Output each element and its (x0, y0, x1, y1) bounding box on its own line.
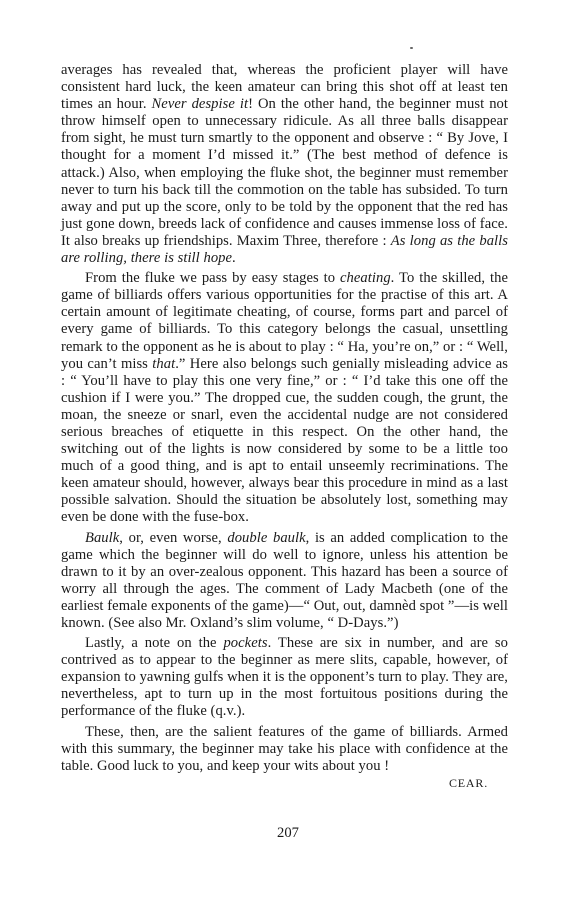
italic-text-run: Never despise it (151, 96, 249, 113)
italic-text-run: cheating (340, 270, 391, 287)
page-number: 207 (277, 825, 299, 841)
text-run: . To the skilled, the game of billiards offers various opportunities for the practise of this art. A certain amount of legitimate cheating, of course, forms part and parcel of every game of billiards. To this category belongs the casual, unsettling remark to the opponent as he is about to play : “ Ha, you’re on,” or : “ Well, you can’t miss (61, 270, 508, 372)
text-run: . These are six in number, and are so contrived as to appear to the beginner as mere slits, capable, however, of expansion to yawning gulfs when it is the opponent’s turn to play. They are, nevertheless, apt to turn up in the most fortuitous positions during the performance of the fluke (q.v.). (61, 635, 508, 720)
italic-text-run: pockets (223, 635, 268, 652)
text-run: .” Here also belongs such genially misleading advice as : “ You’ll have to play this one very fine,” or : “ I’d take this one off the cushion if I were you.” The dropped cue, the sudden cough, the grunt, the moan, the sneeze or snarl, even the accidental nudge are not considered serious breaches of etiquette in this respect. On the other hand, the switching out of the lights is now considered by some to be a little too much of a good thing, and is apt to entail unseemly recriminations. The keen amateur should, however, always bear this procedure in mind as a last possible salvation. Should the situation be absolutely lost, something may even be done with the fuse-box. (61, 355, 508, 526)
paragraph-fluke-continuation (61, 62, 508, 267)
page-body (61, 62, 508, 791)
italic-text-run: double baulk (227, 529, 306, 546)
text-run: Lastly, a note on the (85, 635, 224, 652)
paragraph-pockets (61, 635, 508, 720)
text-run: , is an added complication to the game which the beginner will do well to ignore, unless his attention be drawn to it by an over-zealous opponent. This hazard has been a source of worry all through the ages. The comment of Lady Macbeth (one of the earliest female exponents of the game)—“ Out, out, damnèd spot ”—is well known. (See also Mr. Oxland’s slim volume, “ D-Days.”) (61, 529, 508, 631)
italic-text-run: As long as the balls are rolling, there is still hope (61, 232, 508, 267)
text-run: From the fluke we pass by easy stages to (85, 270, 341, 287)
author-signature: CEAR. (448, 775, 488, 790)
italic-text-run: that (152, 355, 176, 372)
print-speck (410, 47, 413, 49)
paragraph-baulk (61, 530, 508, 633)
paragraph-cheating (61, 270, 508, 526)
italic-text-run: Baulk (85, 529, 120, 546)
text-run: averages has revealed that, whereas the proficient player will have consistent hard luck, the keen amateur can bring this shot off at least ten times an hour. (61, 62, 508, 113)
text-run: . (232, 250, 236, 267)
text-run: ! On the other hand, the beginner must not throw himself open to unnecessary ridicule. As all three balls disappear from sight, he must turn smartly to the opponent and observe : “ By Jove, I thought for a moment I’d missed it.” (The best method of defence is attack.) Also, when employing the fluke shot, the beginner must remember never to turn his back till the commotion on the table has subsided. To turn away and put up the score, only to be told by the opponent that the red has just gone down, breeds lack of confidence and causes immense loss of face. It also breaks up friendships. Maxim Three, therefore : (61, 96, 509, 249)
text-run: These, then, are the salient features of the game of billiards. Armed with this summary, the beginner may take his place with confidence at the table. Good luck to you, and keep your wits about you ! (61, 723, 508, 774)
text-run: , or, even worse, (119, 529, 228, 546)
paragraph-conclusion (61, 724, 508, 775)
